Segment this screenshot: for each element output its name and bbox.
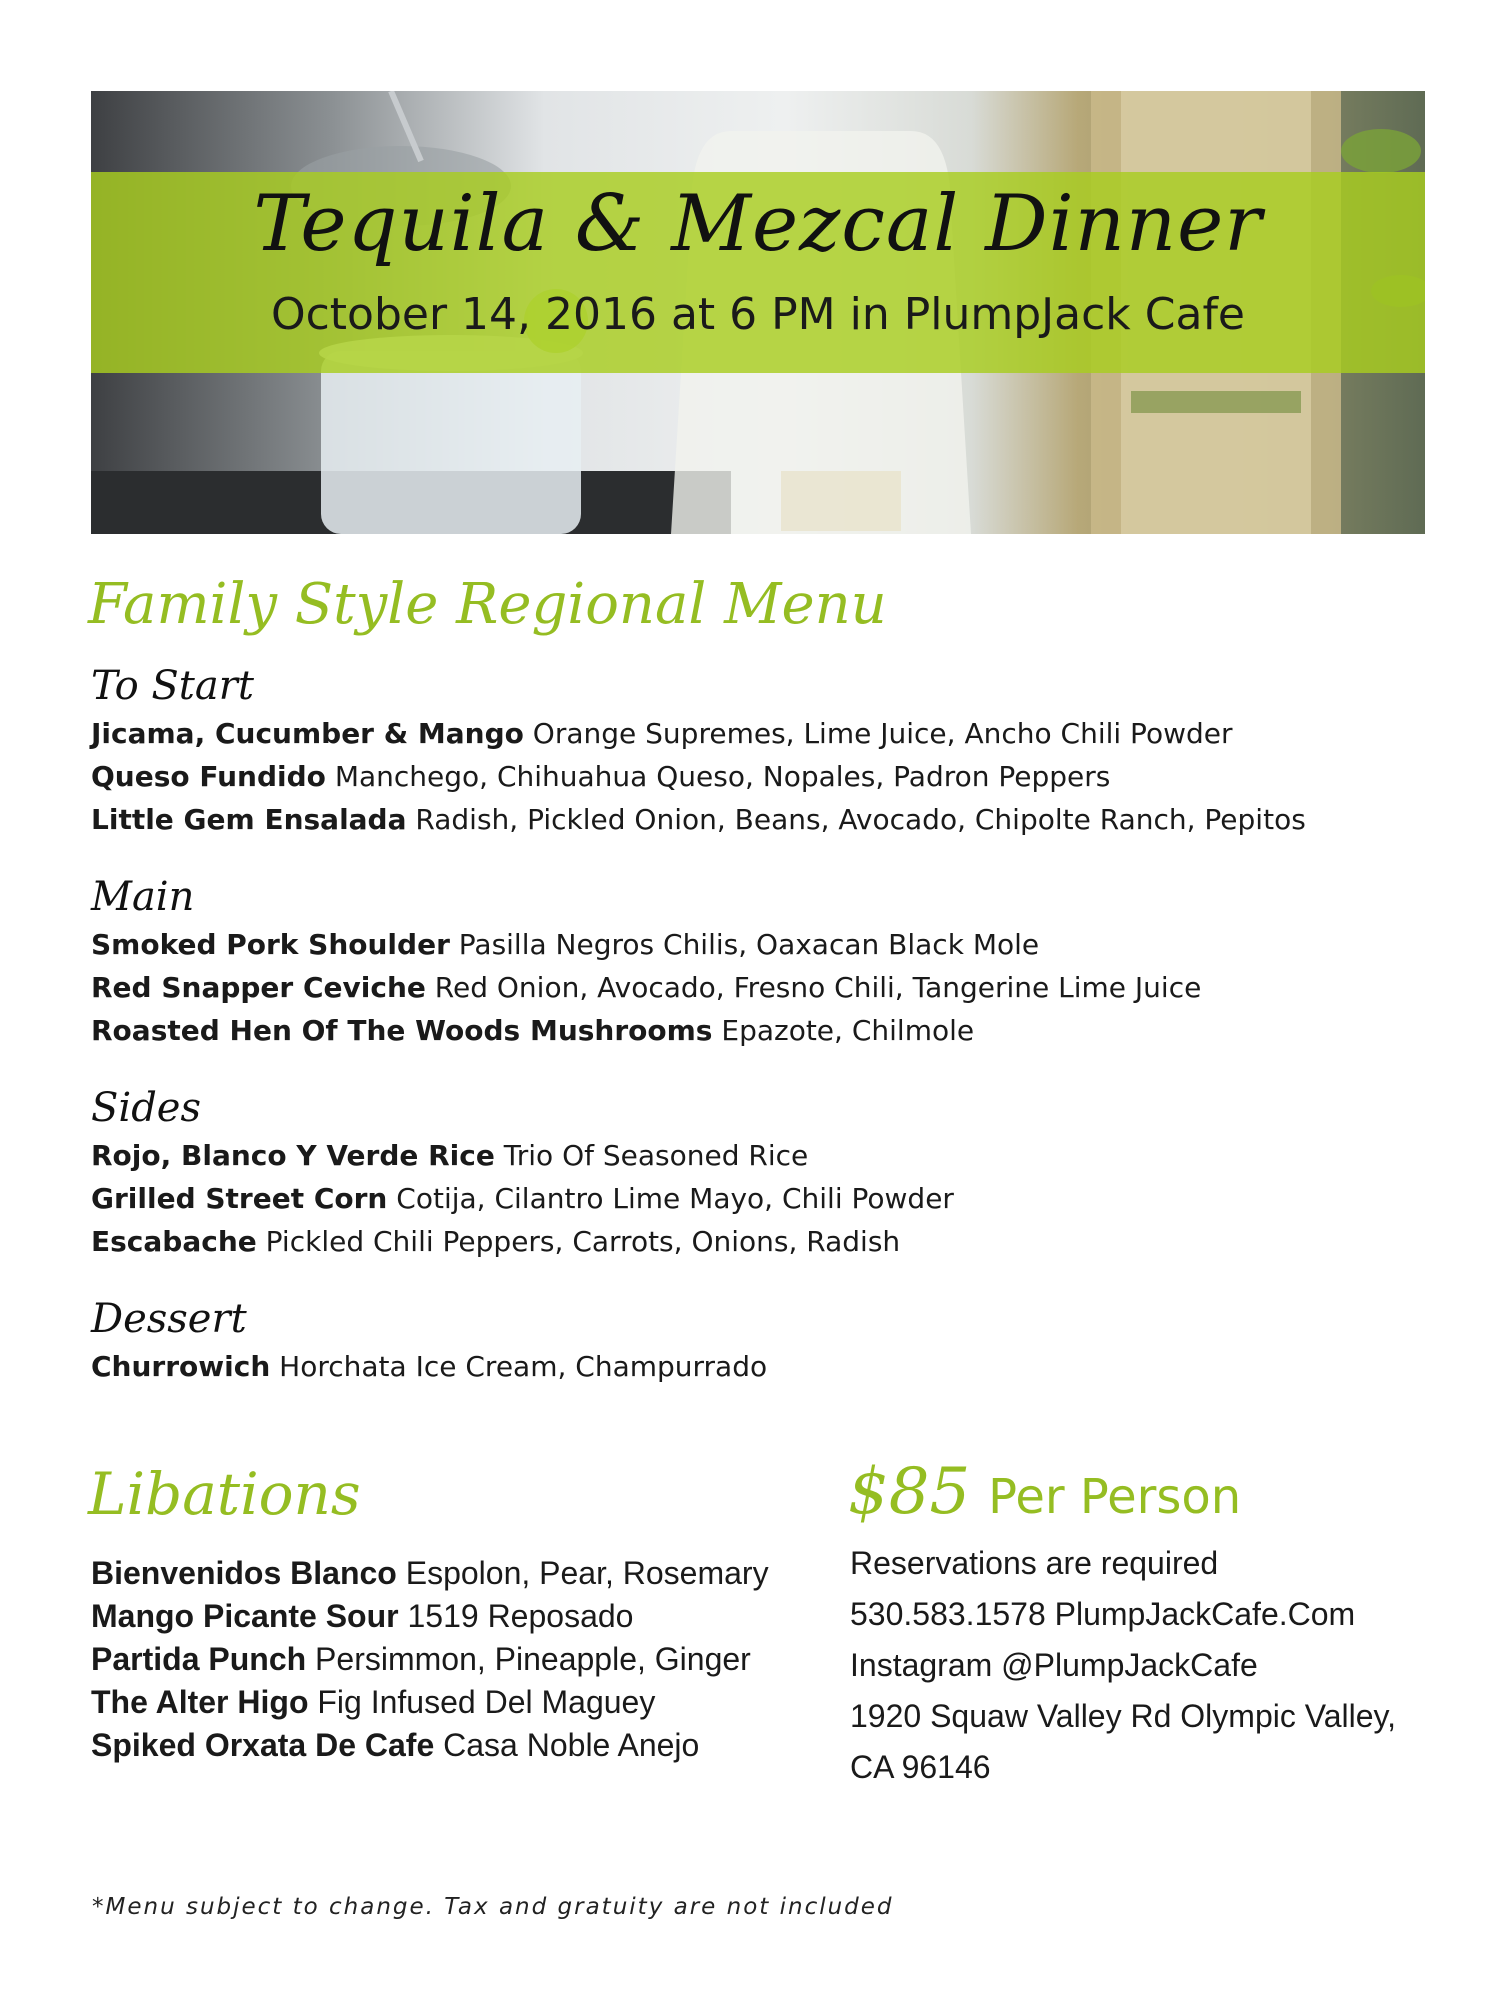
drink-description: Casa Noble Anejo [443,1727,700,1763]
menu-item [91,966,1201,1009]
dish-name: Roasted Hen Of The Woods Mushrooms [91,1014,713,1047]
menu-section-main [91,873,1201,1052]
section-title: To Start [91,663,254,709]
dish-description: Epazote, Chilmole [721,1014,975,1047]
phone-website: 530.583.1578 PlumpJackCafe.Com [850,1596,1356,1632]
dish-description: Pickled Chili Peppers, Carrots, Onions, Radish [265,1225,901,1258]
drink-name: The Alter Higo [91,1684,309,1720]
menu-item [91,798,1306,841]
dish-name: Rojo, Blanco Y Verde Rice [91,1139,495,1172]
drink-name: Mango Picante Sour [91,1598,399,1634]
price-heading [848,1455,1241,1529]
section-title: Main [91,874,195,920]
drink-name: Spiked Orxata De Cafe [91,1727,435,1763]
section-title: Dessert [91,1296,247,1342]
contact-info [850,1538,1396,1793]
menu-section-sides [91,1084,954,1263]
menu-heading: Family Style Regional Menu [88,572,887,637]
dish-name: Queso Fundido [91,760,326,793]
menu-item [91,1009,1201,1052]
dish-name: Jicama, Cucumber & Mango [91,717,524,750]
menu-item [91,1345,767,1388]
menu-item [91,1177,954,1220]
libation-item [91,1724,769,1767]
dish-description: Orange Supremes, Lime Juice, Ancho Chili Powder [532,717,1233,750]
price-amount: $85 [848,1455,971,1529]
menu-item [91,755,1306,798]
reservation-note: Reservations are required [850,1545,1219,1581]
dish-name: Churrowich [91,1350,271,1383]
instagram-handle: Instagram @PlumpJackCafe [850,1647,1258,1683]
dish-description: Cotija, Cilantro Lime Mayo, Chili Powder [396,1182,954,1215]
price-label: Per Person [988,1469,1242,1525]
menu-section-dessert [91,1295,767,1388]
event-title: Tequila & Mezcal Dinner [253,179,1263,269]
dish-description: Radish, Pickled Onion, Beans, Avocado, Chipolte Ranch, Pepitos [415,803,1306,836]
libation-item [91,1681,769,1724]
hero-banner [91,91,1425,534]
menu-item [91,1134,954,1177]
footnote: *Menu subject to change. Tax and gratuity are not included [92,1894,894,1920]
dish-description: Pasilla Negros Chilis, Oaxacan Black Mole [458,928,1040,961]
menu-item [91,923,1201,966]
drink-description: 1519 Reposado [407,1598,634,1634]
dish-description: Trio Of Seasoned Rice [503,1139,809,1172]
drink-description: Persimmon, Pineapple, Ginger [315,1641,751,1677]
libation-item [91,1595,769,1638]
libations-list [91,1552,769,1767]
menu-section-to-start [91,662,1306,841]
libations-heading: Libations [88,1460,361,1528]
address-line-2: CA 96146 [850,1749,991,1785]
libation-item [91,1638,769,1681]
event-date-location: October 14, 2016 at 6 PM in PlumpJack Cafe [270,289,1246,340]
dish-name: Grilled Street Corn [91,1182,388,1215]
dish-name: Escabache [91,1225,257,1258]
menu-item [91,1220,954,1263]
menu-item [91,712,1306,755]
section-title: Sides [91,1085,201,1131]
dish-description: Horchata Ice Cream, Champurrado [279,1350,768,1383]
drink-description: Espolon, Pear, Rosemary [405,1555,769,1591]
libation-item [91,1552,769,1595]
dish-description: Manchego, Chihuahua Queso, Nopales, Padron Peppers [334,760,1111,793]
dish-name: Smoked Pork Shoulder [91,928,450,961]
drink-name: Partida Punch [91,1641,307,1677]
dish-description: Red Onion, Avocado, Fresno Chili, Tangerine Lime Juice [434,971,1202,1004]
dish-name: Red Snapper Ceviche [91,971,426,1004]
drink-name: Bienvenidos Blanco [91,1555,397,1591]
dish-name: Little Gem Ensalada [91,803,407,836]
drink-description: Fig Infused Del Maguey [317,1684,656,1720]
address-line-1: 1920 Squaw Valley Rd Olympic Valley, [850,1698,1397,1734]
